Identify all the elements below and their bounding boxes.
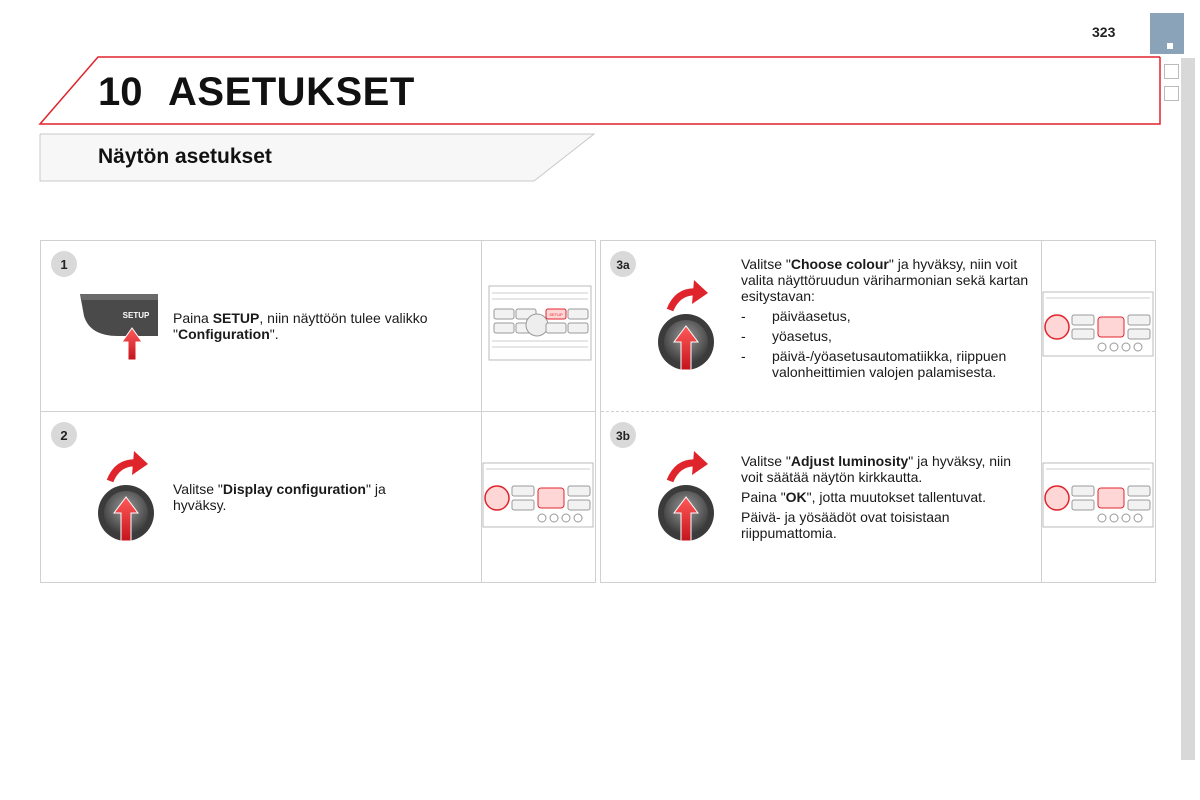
step-2-text: Valitse "Display configuration" ja hyväksy. (173, 481, 386, 513)
setup-button-label: SETUP (122, 311, 150, 320)
badge-label: 3a (616, 258, 630, 272)
list-item: - yöasetus, (741, 328, 832, 344)
step-3a-text: Valitse "Choose colour" ja hyväksy, niin voit valita näyttöruudun väriharmonian sekä kartan esitystavan: - päiväasetus, - yöasetus, - päivä-/yöasetusautomatiikka, riippuen valonheittimien valojen palamisesta. (741, 256, 1031, 380)
svg-text:SETUP: SETUP (549, 312, 563, 317)
step-3b-text: Valitse "Adjust luminosity" ja hyväksy, niin voit säätää näytön kirkkautta. Paina "OK", jotta muutokset tallentuvat. Päivä- ja yösäädöt ovat toisistaan riippumattomia. (741, 453, 1012, 541)
radio-panel-icon (488, 285, 592, 366)
badge-label: 2 (60, 428, 68, 443)
rotary-knob-icon (656, 449, 720, 550)
step-1-text: Paina SETUP, niin näyttöön tulee valikko "Configuration". (173, 310, 428, 342)
step-badge-3a (609, 250, 637, 278)
rotary-knob-icon (656, 278, 720, 379)
step-badge-3b (609, 421, 637, 449)
step-divider (601, 411, 1155, 412)
rotary-knob-icon (96, 449, 160, 550)
list-item: - päiväasetus, (741, 308, 851, 324)
page-number: 323 (1092, 24, 1116, 40)
badge-label: 3b (615, 429, 631, 443)
setup-button-icon (78, 292, 162, 367)
radio-panel-icon (1042, 462, 1154, 533)
radio-panel-icon (482, 462, 594, 533)
radio-panel-icon (1042, 291, 1154, 362)
chapter-title: ASETUKSET (168, 70, 415, 114)
section-title: Näytön asetukset (98, 145, 272, 168)
list-item: - päivä-/yöasetusautomatiikka, riippuen valonheittimien valojen palamisesta. (741, 348, 1007, 380)
step-badge-2 (50, 421, 78, 449)
step-badge-1 (50, 250, 78, 278)
chapter-number: 10 (98, 70, 143, 114)
badge-label: 1 (60, 257, 68, 272)
